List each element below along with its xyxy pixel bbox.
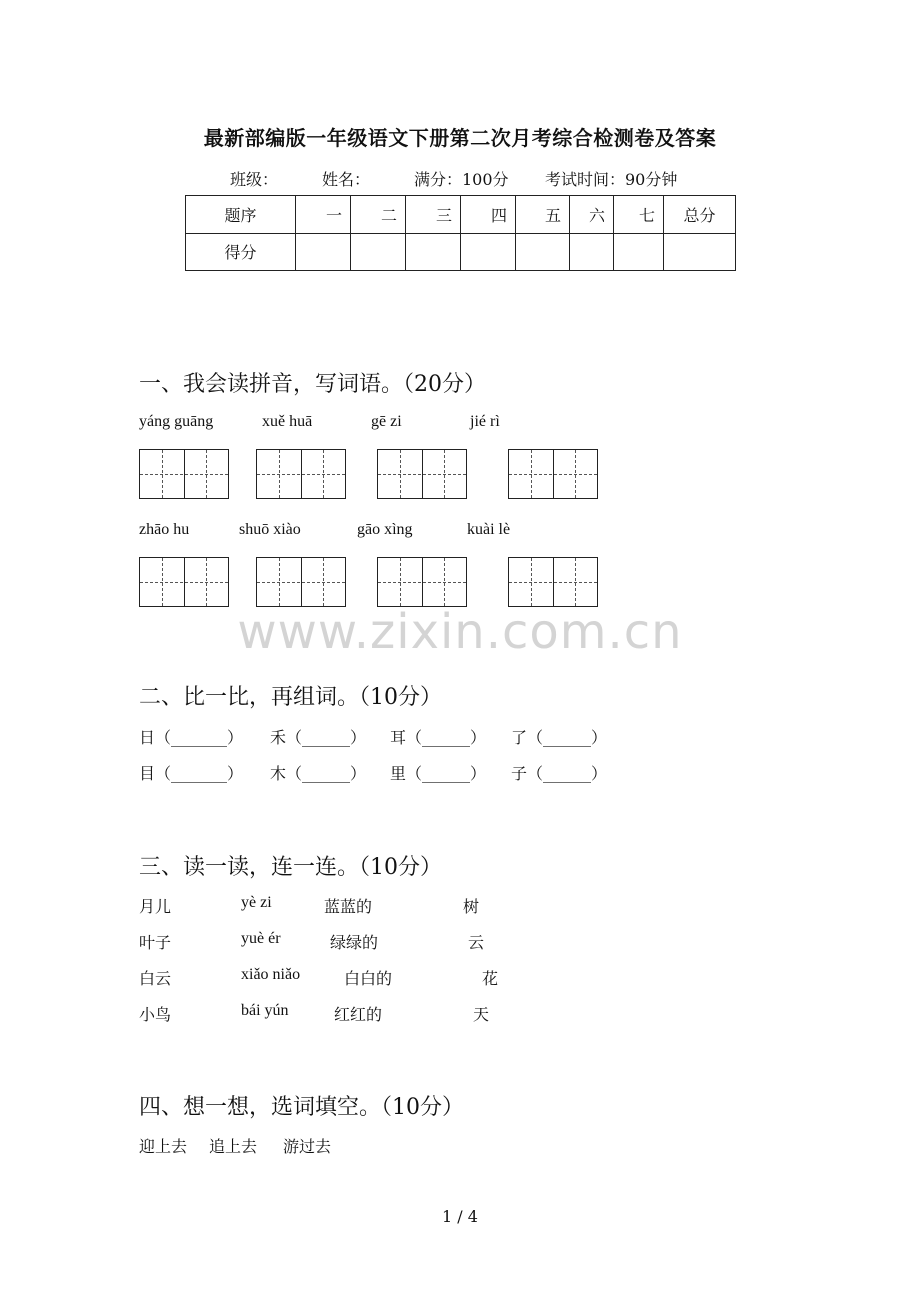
score-cell[interactable] xyxy=(516,233,570,271)
match-adjective: 红红的 xyxy=(334,1005,383,1024)
section1-heading: 一、我会读拼音，写词语。（20分） xyxy=(139,372,486,397)
col-header-4: 四 xyxy=(461,196,516,234)
score-cell[interactable] xyxy=(351,233,406,271)
word-choice: 迎上去 xyxy=(139,1137,188,1156)
word-pair-blank[interactable]: 木（______） xyxy=(270,764,367,783)
match-pinyin: yuè ér xyxy=(241,930,281,947)
word-pair-blank[interactable]: 里（______） xyxy=(390,764,487,783)
tianzige-writing-box[interactable] xyxy=(256,557,346,607)
score-table-score-row xyxy=(186,233,736,271)
tianzige-writing-box[interactable] xyxy=(377,449,467,499)
match-word: 月儿 xyxy=(139,897,172,916)
match-adjective: 白白的 xyxy=(344,969,393,988)
match-noun: 花 xyxy=(482,969,499,988)
word-choice: 游过去 xyxy=(283,1137,332,1156)
match-pinyin: xiǎo niǎo xyxy=(241,966,301,983)
col-header-7: 七 xyxy=(614,196,664,234)
col-header-2: 二 xyxy=(351,196,406,234)
pinyin-label: gāo xìng xyxy=(357,521,413,538)
score-table xyxy=(185,195,736,271)
match-noun: 云 xyxy=(468,933,485,952)
score-cell[interactable] xyxy=(614,233,664,271)
col-header-1: 一 xyxy=(296,196,351,234)
word-pair-blank[interactable]: 子（______） xyxy=(511,764,608,783)
section3-heading: 三、读一读，连一连。（10分） xyxy=(139,855,442,880)
tianzige-writing-box[interactable] xyxy=(508,449,598,499)
section4-heading: 四、想一想，选词填空。（10分） xyxy=(139,1095,464,1120)
match-pinyin: yè zi xyxy=(241,894,272,911)
match-adjective: 蓝蓝的 xyxy=(324,897,373,916)
pinyin-label: shuō xiào xyxy=(239,521,301,538)
score-cell[interactable] xyxy=(664,233,736,271)
tianzige-writing-box[interactable] xyxy=(256,449,346,499)
row-label-question-number: 题序 xyxy=(186,196,296,234)
col-header-total: 总分 xyxy=(664,196,736,234)
score-cell[interactable] xyxy=(296,233,351,271)
match-pinyin: bái yún xyxy=(241,1002,289,1019)
watermark: www.zixin.com.cn xyxy=(237,604,683,660)
class-label: 班级： xyxy=(230,170,279,189)
match-word: 小鸟 xyxy=(139,1005,172,1024)
score-cell[interactable] xyxy=(461,233,516,271)
pinyin-label: xuě huā xyxy=(262,413,313,430)
match-noun: 天 xyxy=(473,1005,490,1024)
score-cell[interactable] xyxy=(570,233,614,271)
word-pair-blank[interactable]: 了（______） xyxy=(511,728,608,747)
word-pair-blank[interactable]: 耳（______） xyxy=(390,728,487,747)
exam-time-label: 考试时间：90分钟 xyxy=(545,170,678,189)
page-number: 1 / 4 xyxy=(442,1207,478,1226)
tianzige-writing-box[interactable] xyxy=(139,557,229,607)
name-label: 姓名： xyxy=(322,170,371,189)
pinyin-label: kuài lè xyxy=(467,521,511,538)
word-pair-blank[interactable]: 目（_______） xyxy=(139,764,244,783)
pinyin-label: gē zi xyxy=(371,413,402,430)
match-adjective: 绿绿的 xyxy=(330,933,379,952)
pinyin-label: yáng guāng xyxy=(139,413,214,430)
pinyin-label: zhāo hu xyxy=(139,521,190,538)
match-word: 叶子 xyxy=(139,933,172,952)
score-cell[interactable] xyxy=(406,233,461,271)
row-label-score: 得分 xyxy=(186,233,296,271)
col-header-5: 五 xyxy=(516,196,570,234)
tianzige-writing-box[interactable] xyxy=(139,449,229,499)
col-header-6: 六 xyxy=(570,196,614,234)
word-pair-blank[interactable]: 禾（______） xyxy=(270,728,367,747)
page-title: 最新部编版一年级语文下册第二次月考综合检测卷及答案 xyxy=(203,126,717,150)
word-choice: 追上去 xyxy=(209,1137,258,1156)
col-header-3: 三 xyxy=(406,196,461,234)
section2-heading: 二、比一比，再组词。（10分） xyxy=(139,685,442,710)
match-noun: 树 xyxy=(463,897,480,916)
full-score-label: 满分：100分 xyxy=(414,170,509,189)
tianzige-writing-box[interactable] xyxy=(377,557,467,607)
tianzige-writing-box[interactable] xyxy=(508,557,598,607)
pinyin-label: jié rì xyxy=(470,413,500,430)
match-word: 白云 xyxy=(139,969,172,988)
score-table-header-row xyxy=(186,196,736,234)
word-pair-blank[interactable]: 日（_______） xyxy=(139,728,244,747)
